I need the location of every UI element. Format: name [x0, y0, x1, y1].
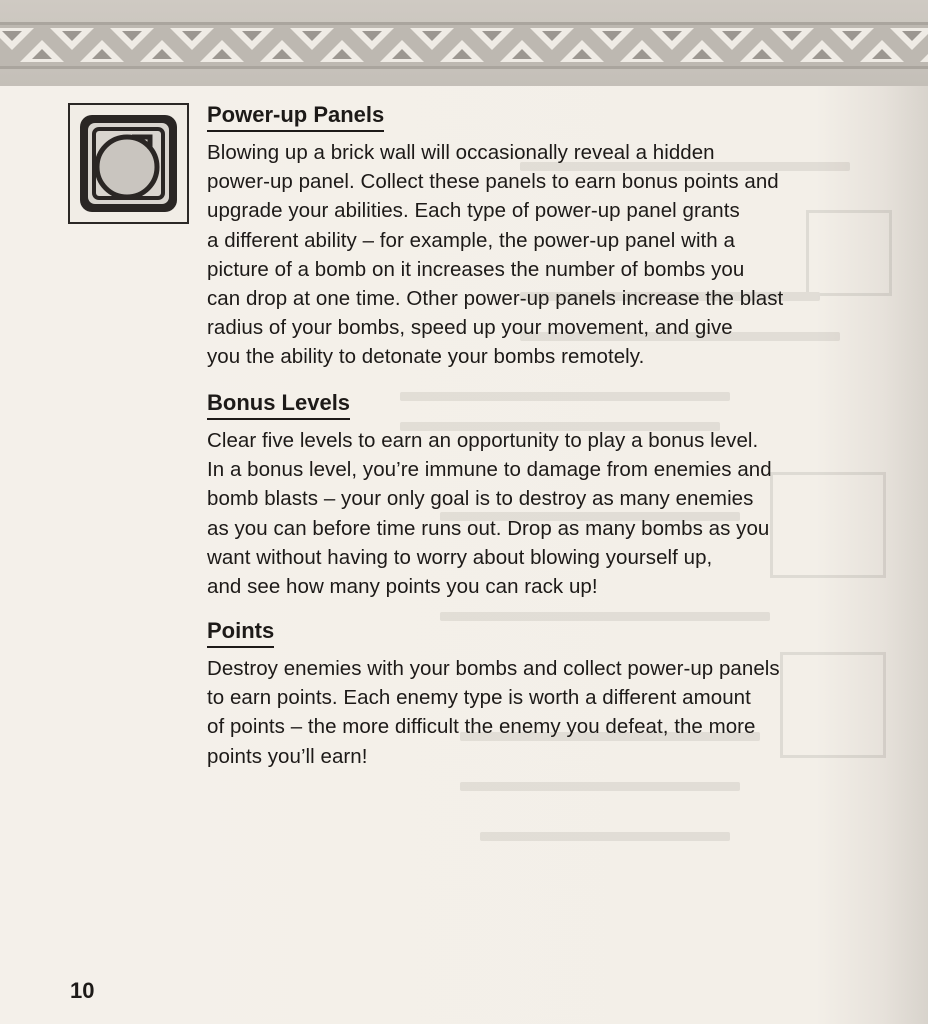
points-section	[207, 617, 887, 771]
points-heading: Points	[207, 617, 274, 648]
triangle-pattern-icon	[0, 0, 928, 86]
bonus-levels-text: Clear five levels to earn an opportunity to play a bonus level. In a bonus level, you’re immune to damage from enemies and bomb blasts – your only goal is to destroy as many enemies as you can before time runs out. Drop as many bombs as you want without having to worry about blowing yourself up, and see how many points you can rack up!	[207, 429, 772, 599]
page-number: 10	[70, 978, 95, 1003]
bonus-levels-heading: Bonus Levels	[207, 389, 350, 420]
powerup-panel-icon	[68, 103, 189, 224]
powerup-panels-section	[207, 101, 887, 372]
powerup-panels-text: Blowing up a brick wall will occasionally reveal a hidden power-up panel. Collect these panels to earn bonus points and upgrade your abilities. Each type of power-up panel grants a different ability – for example, the power-up panel with a picture of a bomb on it increases the number of bombs you can drop at one time. Other power-up panels increase the blast radius of your bombs, speed up your movement, and give you the ability to detonate your bombs remotely.	[207, 141, 784, 369]
powerup-panels-heading: Power-up Panels	[207, 101, 384, 132]
bonus-levels-section	[207, 389, 887, 601]
top-pattern-band	[0, 0, 928, 86]
points-text: Destroy enemies with your bombs and collect power-up panels to earn points. Each enemy type is worth a different amount of points – the more difficult the enemy you defeat, the more points you’ll earn!	[207, 657, 780, 768]
